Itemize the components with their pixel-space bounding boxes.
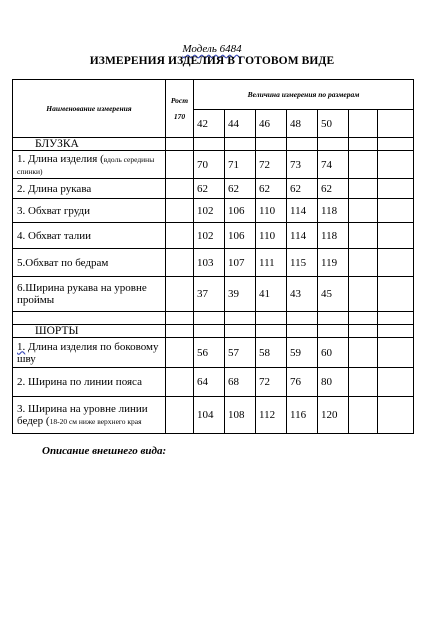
value-cell: 108 bbox=[225, 397, 256, 434]
size-table bbox=[12, 79, 414, 434]
value-cell: 76 bbox=[287, 368, 318, 397]
column-header-name: Наименование измерения bbox=[13, 80, 166, 138]
value-cell: 80 bbox=[318, 368, 349, 397]
value-cell: 114 bbox=[287, 199, 318, 223]
table-row bbox=[13, 249, 414, 277]
value-cell: 64 bbox=[194, 368, 225, 397]
value-cell: 104 bbox=[194, 397, 225, 434]
measurement-name: 5.Обхват по бедрам bbox=[13, 249, 166, 277]
value-cell: 72 bbox=[256, 368, 287, 397]
table-row bbox=[13, 368, 414, 397]
size-cell: 48 bbox=[287, 110, 318, 138]
measurement-name: 2. Длина рукава bbox=[13, 179, 166, 199]
value-cell: 68 bbox=[225, 368, 256, 397]
value-cell: 106 bbox=[225, 199, 256, 223]
value-cell: 71 bbox=[225, 151, 256, 179]
measurement-name: 6.Ширина рукава на уровне проймы bbox=[13, 277, 166, 312]
value-cell: 62 bbox=[225, 179, 256, 199]
value-cell: 114 bbox=[287, 223, 318, 249]
value-cell: 119 bbox=[318, 249, 349, 277]
size-cell: 50 bbox=[318, 110, 349, 138]
value-cell: 74 bbox=[318, 151, 349, 179]
table-row bbox=[13, 277, 414, 312]
measurement-name: 2. Ширина по линии пояса bbox=[13, 368, 166, 397]
value-cell: 102 bbox=[194, 199, 225, 223]
table-row bbox=[13, 397, 414, 434]
section-title-shorts: ШОРТЫ bbox=[13, 325, 166, 338]
column-header-rost: Рост 170 bbox=[166, 80, 194, 138]
value-cell: 58 bbox=[256, 338, 287, 368]
value-cell: 72 bbox=[256, 151, 287, 179]
value-cell: 56 bbox=[194, 338, 225, 368]
value-cell: 110 bbox=[256, 199, 287, 223]
value-cell: 62 bbox=[318, 179, 349, 199]
value-cell: 116 bbox=[287, 397, 318, 434]
measurement-name: 1. Длина изделия (вдоль середины спинки) bbox=[13, 151, 166, 179]
value-cell: 62 bbox=[194, 179, 225, 199]
size-cell: 46 bbox=[256, 110, 287, 138]
description-label: Описание внешнего вида: bbox=[42, 445, 167, 457]
measurement-name: 1. Длина изделия по боковому шву bbox=[13, 338, 166, 368]
value-cell: 59 bbox=[287, 338, 318, 368]
value-cell: 118 bbox=[318, 223, 349, 249]
table-row bbox=[13, 151, 414, 179]
size-cell-empty bbox=[378, 110, 414, 138]
table-row bbox=[13, 179, 414, 199]
measurement-name: 4. Обхват талии bbox=[13, 223, 166, 249]
value-cell: 45 bbox=[318, 277, 349, 312]
value-cell: 70 bbox=[194, 151, 225, 179]
table-row bbox=[13, 223, 414, 249]
value-cell: 37 bbox=[194, 277, 225, 312]
value-cell: 118 bbox=[318, 199, 349, 223]
value-cell: 115 bbox=[287, 249, 318, 277]
value-cell: 39 bbox=[225, 277, 256, 312]
size-cell: 44 bbox=[225, 110, 256, 138]
value-cell: 110 bbox=[256, 223, 287, 249]
table-row bbox=[13, 338, 414, 368]
size-cell-empty bbox=[349, 110, 378, 138]
section-row-shorts bbox=[13, 325, 414, 338]
value-cell: 62 bbox=[287, 179, 318, 199]
measurement-name: 3. Обхват груди bbox=[13, 199, 166, 223]
value-cell: 60 bbox=[318, 338, 349, 368]
value-cell: 112 bbox=[256, 397, 287, 434]
table-row bbox=[13, 199, 414, 223]
value-cell: 43 bbox=[287, 277, 318, 312]
value-cell: 120 bbox=[318, 397, 349, 434]
value-cell: 102 bbox=[194, 223, 225, 249]
header-row bbox=[13, 80, 414, 110]
column-header-sizes: Величина измерения по размерам bbox=[194, 80, 414, 110]
value-cell: 62 bbox=[256, 179, 287, 199]
value-cell: 106 bbox=[225, 223, 256, 249]
section-title-blouse: БЛУЗКА bbox=[13, 138, 166, 151]
value-cell: 103 bbox=[194, 249, 225, 277]
value-cell: 111 bbox=[256, 249, 287, 277]
measurement-name: 3. Ширина на уровне линии бедер (18-20 см ниже верхнего края bbox=[13, 397, 166, 434]
value-cell: 73 bbox=[287, 151, 318, 179]
document-title: ИЗМЕРЕНИЯ ИЗДЕЛИЯ В ГОТОВОМ ВИДЕ bbox=[89, 55, 335, 67]
value-cell: 57 bbox=[225, 338, 256, 368]
section-row-blouse bbox=[13, 138, 414, 151]
value-cell: 41 bbox=[256, 277, 287, 312]
model-number: Модель 6484 bbox=[182, 43, 242, 55]
spacer-row bbox=[13, 312, 414, 325]
value-cell: 107 bbox=[225, 249, 256, 277]
size-cell: 42 bbox=[194, 110, 225, 138]
